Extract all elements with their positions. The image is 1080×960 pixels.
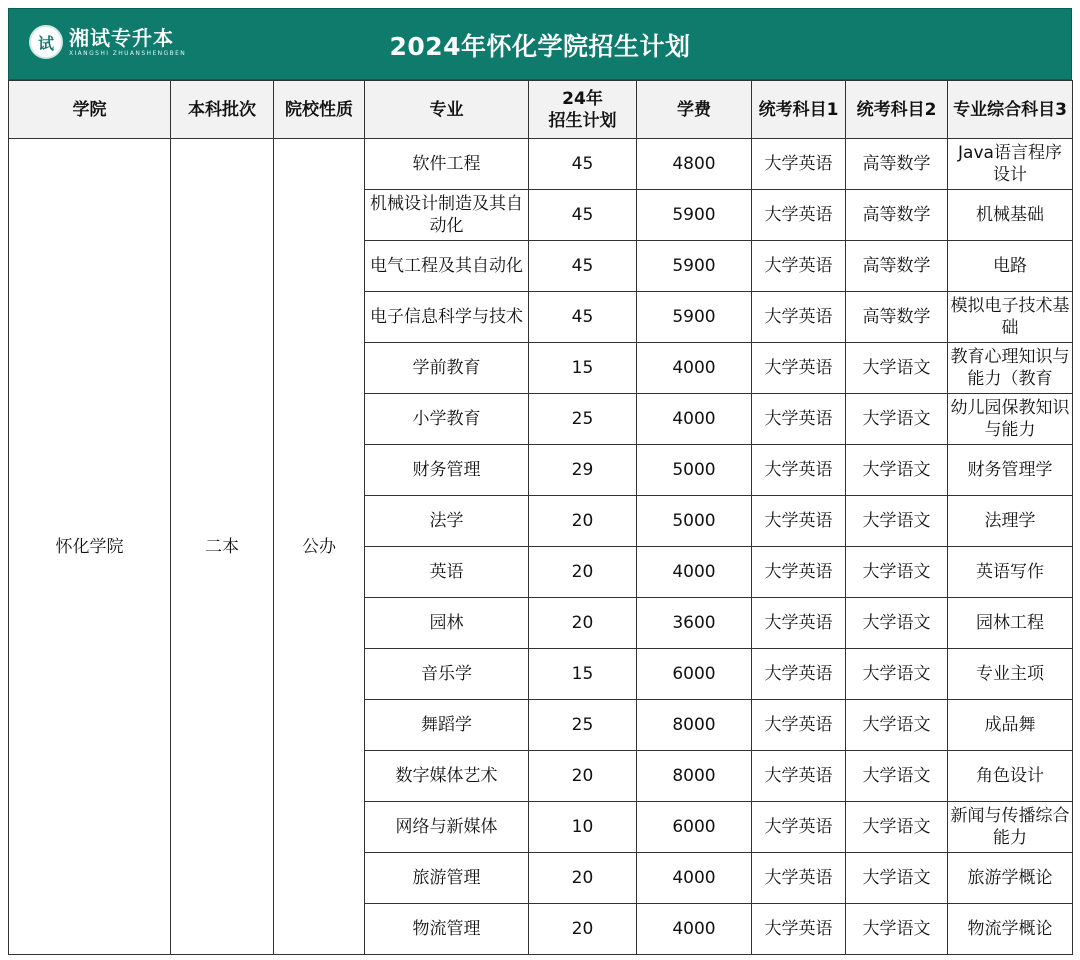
subject3-cell: [948, 802, 1073, 853]
header-subject2: 统考科目2: [846, 81, 948, 139]
subject1-cell: 大学英语: [752, 394, 846, 445]
subject3-cell: [948, 445, 1073, 496]
subject2-cell: 高等数学: [846, 241, 948, 292]
header-major: 专业: [365, 81, 529, 139]
subject1-cell: 大学英语: [752, 241, 846, 292]
batch-cell: 二本: [171, 139, 274, 955]
subject3-text: 角色设计: [976, 766, 1044, 786]
plan-cell: 20: [529, 547, 637, 598]
subject1-cell: 大学英语: [752, 343, 846, 394]
brand-logo: [29, 25, 186, 59]
tuition-cell: 8000: [637, 751, 752, 802]
shield-seal-icon: 试: [29, 25, 63, 59]
subject3-cell: [948, 139, 1073, 190]
tuition-cell: 8000: [637, 700, 752, 751]
plan-cell: 20: [529, 904, 637, 955]
subject1-cell: 大学英语: [752, 598, 846, 649]
subject2-cell: 大学语文: [846, 802, 948, 853]
subject3-cell: [948, 343, 1073, 394]
subject3-text: 物流学概论: [967, 919, 1053, 939]
header-college: 学院: [9, 81, 171, 139]
plan-cell: 20: [529, 598, 637, 649]
subject3-text: 模拟电子技术基础: [950, 296, 1070, 338]
nature-cell: 公办: [274, 139, 365, 955]
major-cell: 舞蹈学: [365, 700, 529, 751]
subject3-text: 电路: [993, 256, 1027, 276]
tuition-cell: 3600: [637, 598, 752, 649]
subject2-cell: 大学语文: [846, 445, 948, 496]
subject1-cell: 大学英语: [752, 700, 846, 751]
major-cell: 电子信息科学与技术: [365, 292, 529, 343]
major-cell: 旅游管理: [365, 853, 529, 904]
subject1-cell: 大学英语: [752, 445, 846, 496]
subject1-cell: 大学英语: [752, 649, 846, 700]
subject3-text: 成品舞: [984, 715, 1036, 735]
subject1-cell: 大学英语: [752, 190, 846, 241]
plan-cell: 45: [529, 241, 637, 292]
subject3-text: 新闻与传播综合能力: [950, 806, 1070, 848]
subject3-cell: [948, 649, 1073, 700]
tuition-cell: 5900: [637, 241, 752, 292]
subject2-cell: 大学语文: [846, 547, 948, 598]
major-cell: 电气工程及其自动化: [365, 241, 529, 292]
subject3-cell: [948, 394, 1073, 445]
major-cell: 音乐学: [365, 649, 529, 700]
header-nature: 院校性质: [274, 81, 365, 139]
plan-cell: 25: [529, 394, 637, 445]
tuition-cell: 6000: [637, 802, 752, 853]
subject3-text: 教育心理知识与能力（教育: [950, 347, 1070, 389]
subject2-cell: 高等数学: [846, 139, 948, 190]
subject3-text: Java语言程序设计: [958, 143, 1062, 185]
subject1-cell: 大学英语: [752, 292, 846, 343]
header-plan-line2: 招生计划: [548, 110, 617, 131]
subject2-cell: 大学语文: [846, 496, 948, 547]
major-cell: 数字媒体艺术: [365, 751, 529, 802]
subject3-text: 园林工程: [976, 613, 1044, 633]
major-cell: 学前教育: [365, 343, 529, 394]
tuition-cell: 4000: [637, 343, 752, 394]
header-plan-line1: 24年: [562, 88, 603, 109]
subject3-cell: [948, 190, 1073, 241]
major-cell: 小学教育: [365, 394, 529, 445]
tuition-cell: 4000: [637, 904, 752, 955]
enrollment-sheet: [8, 8, 1072, 955]
subject3-cell: [948, 547, 1073, 598]
subject3-text: 专业主项: [976, 664, 1044, 684]
subject3-text: 法理学: [984, 511, 1036, 531]
subject3-cell: [948, 241, 1073, 292]
subject3-text: 幼儿园保教知识与能力: [950, 398, 1070, 440]
tuition-cell: 5900: [637, 190, 752, 241]
header-tuition: 学费: [637, 81, 752, 139]
subject2-cell: 大学语文: [846, 343, 948, 394]
subject2-cell: 大学语文: [846, 700, 948, 751]
subject3-text: 旅游学概论: [967, 868, 1053, 888]
subject1-cell: 大学英语: [752, 496, 846, 547]
subject2-cell: 大学语文: [846, 751, 948, 802]
subject3-cell: [948, 700, 1073, 751]
header-subject1: 统考科目1: [752, 81, 846, 139]
enrollment-table: [8, 80, 1073, 955]
brand-name: 湘试专升本: [69, 25, 174, 50]
subject3-text: 机械基础: [976, 205, 1044, 225]
header-batch: 本科批次: [171, 81, 274, 139]
subject2-cell: 大学语文: [846, 904, 948, 955]
tuition-cell: 5000: [637, 496, 752, 547]
major-cell: 网络与新媒体: [365, 802, 529, 853]
tuition-cell: 6000: [637, 649, 752, 700]
tuition-cell: 5900: [637, 292, 752, 343]
plan-cell: 10: [529, 802, 637, 853]
subject3-cell: [948, 496, 1073, 547]
major-cell: 软件工程: [365, 139, 529, 190]
page-title: 2024年怀化学院招生计划: [389, 32, 691, 61]
plan-cell: 20: [529, 496, 637, 547]
plan-cell: 45: [529, 292, 637, 343]
college-cell: 怀化学院: [9, 139, 171, 955]
plan-cell: 20: [529, 751, 637, 802]
header-subject3: 专业综合科目3: [948, 81, 1073, 139]
subject1-cell: 大学英语: [752, 904, 846, 955]
subject2-cell: 大学语文: [846, 394, 948, 445]
subject2-cell: 高等数学: [846, 190, 948, 241]
subject2-cell: 大学语文: [846, 598, 948, 649]
major-cell: 英语: [365, 547, 529, 598]
major-cell: 法学: [365, 496, 529, 547]
subject1-cell: 大学英语: [752, 139, 846, 190]
subject2-cell: 高等数学: [846, 292, 948, 343]
subject1-cell: 大学英语: [752, 547, 846, 598]
major-cell: 园林: [365, 598, 529, 649]
subject1-cell: 大学英语: [752, 853, 846, 904]
title-banner: [8, 8, 1072, 80]
tuition-cell: 5000: [637, 445, 752, 496]
plan-cell: 15: [529, 649, 637, 700]
subject3-text: 英语写作: [976, 562, 1044, 582]
table-row: [9, 139, 1073, 190]
subject2-cell: 大学语文: [846, 853, 948, 904]
subject1-cell: 大学英语: [752, 802, 846, 853]
major-cell: 机械设计制造及其自动化: [365, 190, 529, 241]
tuition-cell: 4000: [637, 547, 752, 598]
major-cell: 财务管理: [365, 445, 529, 496]
subject2-cell: 大学语文: [846, 649, 948, 700]
subject3-text: 财务管理学: [967, 460, 1053, 480]
plan-cell: 45: [529, 190, 637, 241]
plan-cell: 25: [529, 700, 637, 751]
subject1-cell: 大学英语: [752, 751, 846, 802]
plan-cell: 29: [529, 445, 637, 496]
plan-cell: 15: [529, 343, 637, 394]
subject3-cell: [948, 598, 1073, 649]
header-row: [9, 81, 1073, 139]
header-plan: [529, 81, 637, 139]
tuition-cell: 4000: [637, 853, 752, 904]
subject3-cell: [948, 904, 1073, 955]
brand-pinyin: XIANGSHI ZHUANSHENGBEN: [69, 49, 187, 57]
tuition-cell: 4800: [637, 139, 752, 190]
subject3-cell: [948, 751, 1073, 802]
subject3-cell: [948, 853, 1073, 904]
plan-cell: 20: [529, 853, 637, 904]
major-cell: 物流管理: [365, 904, 529, 955]
tuition-cell: 4000: [637, 394, 752, 445]
plan-cell: 45: [529, 139, 637, 190]
subject3-cell: [948, 292, 1073, 343]
